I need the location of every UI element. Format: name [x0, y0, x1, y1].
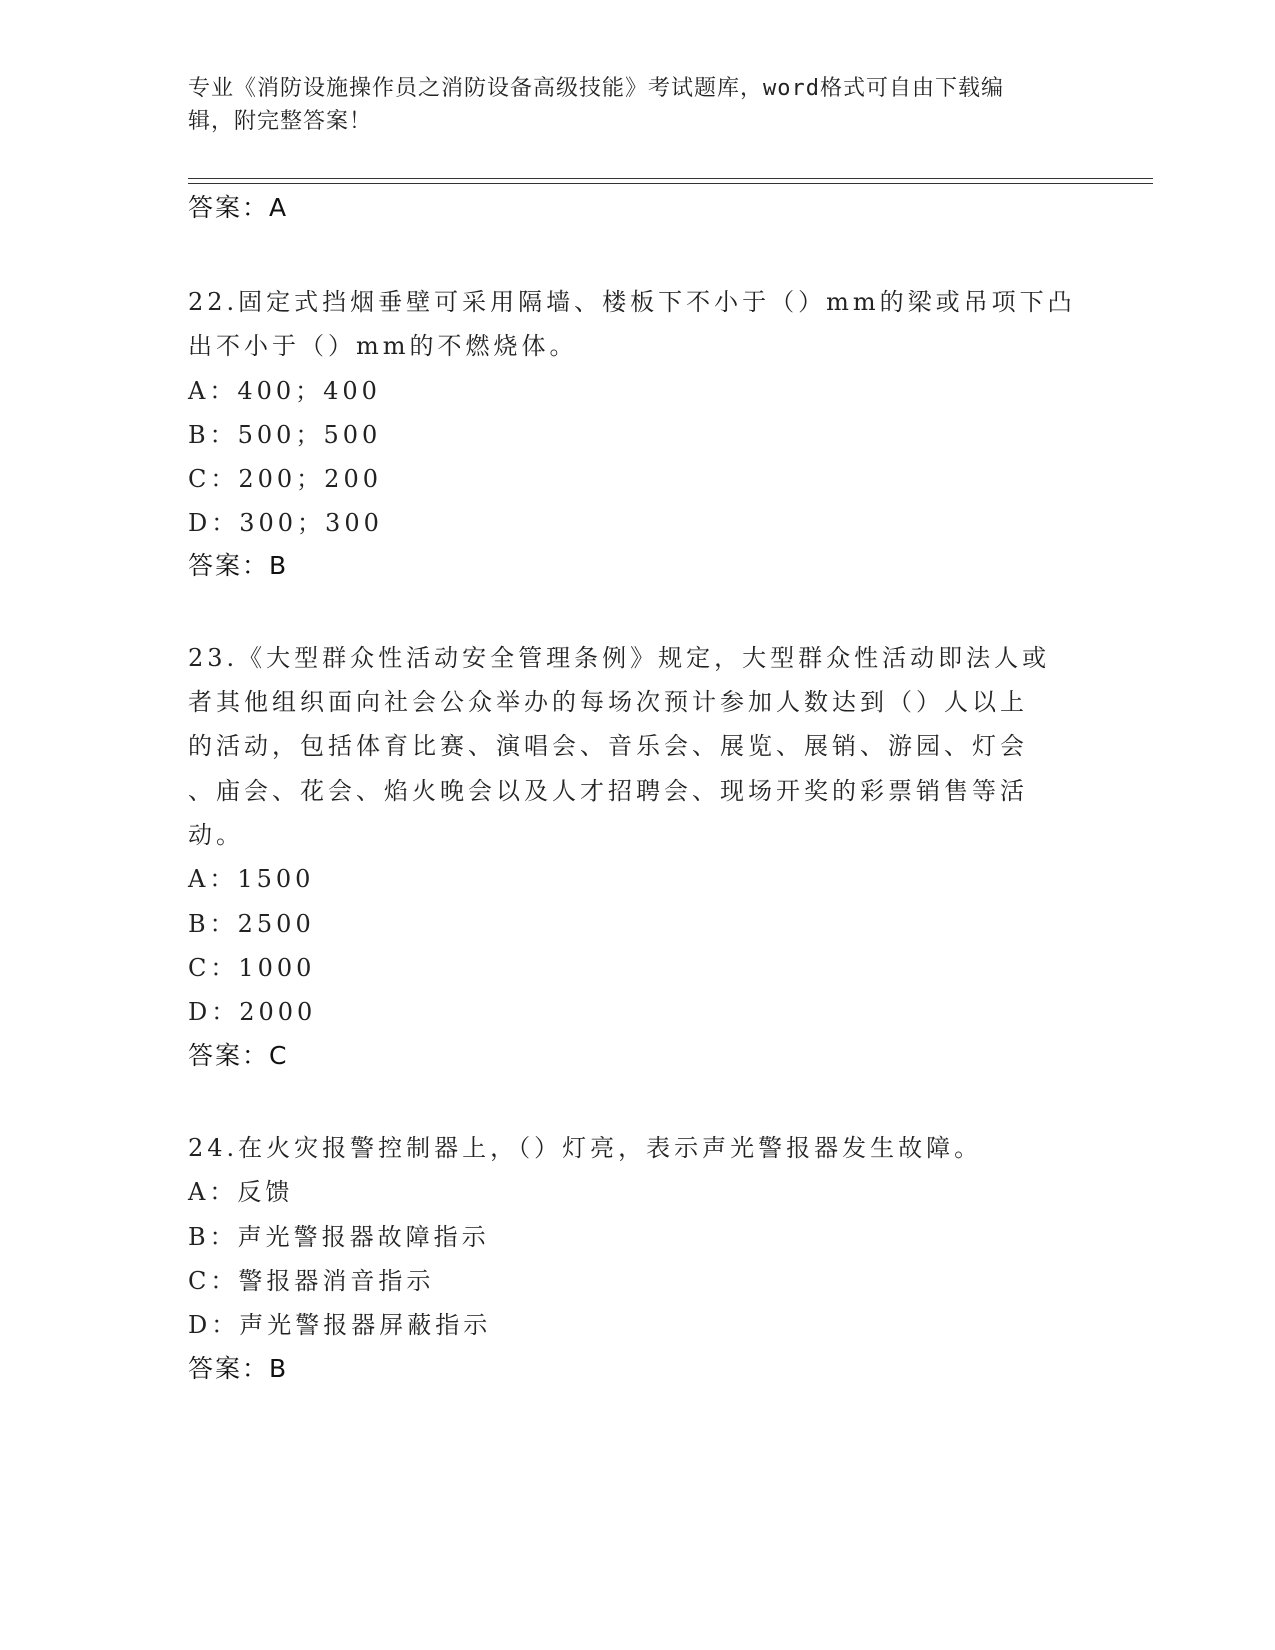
- header-line-1: 专业《消防设施操作员之消防设备高级技能》考试题库，word格式可自由下载编: [188, 76, 1004, 101]
- option-d: D：2000: [188, 998, 317, 1026]
- answer: 答案：B: [188, 551, 289, 580]
- question-stem-line: 23.《大型群众性活动安全管理条例》规定，大型群众性活动即法人或: [188, 644, 1051, 672]
- question-stem-line: 动。: [188, 821, 244, 849]
- option-c: C：1000: [188, 954, 316, 982]
- question-stem-line: 者其他组织面向社会公众举办的每场次预计参加人数达到（）人以上: [188, 688, 1028, 716]
- question-stem-line: 22.固定式挡烟垂壁可采用隔墙、楼板下不小于（）mm的梁或吊项下凸: [188, 288, 1076, 316]
- header-divider-top: [188, 178, 1153, 179]
- option-b: B：500；500: [188, 421, 382, 449]
- document-header: [188, 72, 1068, 138]
- option-c: C：200；200: [188, 465, 382, 493]
- option-a: A：400；400: [188, 377, 381, 405]
- header-line-2: 辑，附完整答案！: [188, 109, 373, 134]
- answer: 答案：C: [188, 1041, 289, 1070]
- question-stem-line: 24.在火灾报警控制器上，（）灯亮，表示声光警报器发生故障。: [188, 1134, 983, 1162]
- option-a: A：反馈: [188, 1178, 294, 1206]
- option-d: D：300；300: [188, 509, 383, 537]
- option-a: A：1500: [188, 865, 315, 893]
- header-divider-bottom: [188, 183, 1153, 184]
- question-stem-line: 、庙会、花会、焰火晚会以及人才招聘会、现场开奖的彩票销售等活: [188, 777, 1028, 805]
- previous-answer: 答案：A: [188, 193, 289, 222]
- option-d: D：声光警报器屏蔽指示: [188, 1311, 492, 1339]
- question-stem-line: 出不小于（）mm的不燃烧体。: [188, 332, 578, 360]
- question-stem-line: 的活动，包括体育比赛、演唱会、音乐会、展览、展销、游园、灯会: [188, 732, 1028, 760]
- option-b: B：2500: [188, 910, 315, 938]
- option-b: B：声光警报器故障指示: [188, 1223, 490, 1251]
- option-c: C：警报器消音指示: [188, 1267, 435, 1295]
- answer: 答案：B: [188, 1354, 289, 1383]
